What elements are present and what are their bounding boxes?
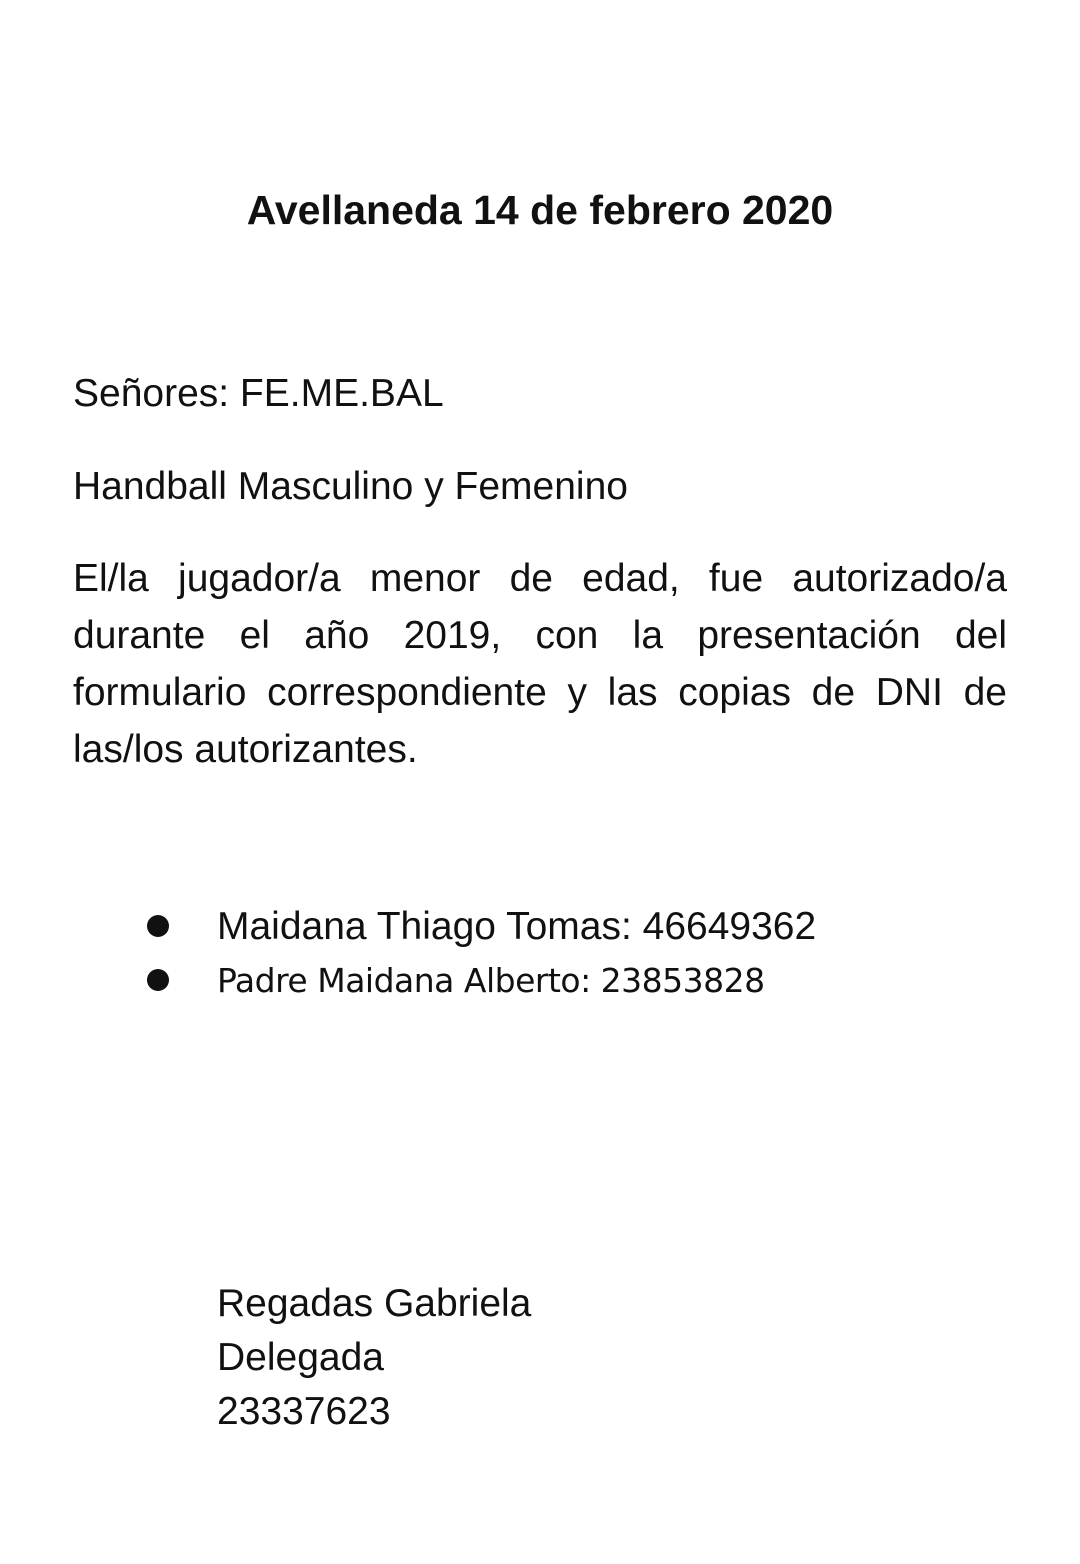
bullet-icon bbox=[147, 969, 169, 991]
parent-entry: Padre Maidana Alberto: 23853828 bbox=[217, 961, 765, 1000]
player-entry: Maidana Thiago Tomas: 46649362 bbox=[217, 905, 817, 948]
signer-role: Delegada bbox=[217, 1336, 384, 1379]
date-heading: Avellaneda 14 de febrero 2020 bbox=[246, 187, 834, 233]
signature-block bbox=[217, 1277, 531, 1439]
recipient-line: Señores: FE.ME.BAL bbox=[73, 372, 444, 415]
bullet-icon bbox=[147, 915, 169, 937]
body-paragraph: El/la jugador/a menor de edad, fue autorizado/a durante el año 2019, con la presentación del formulario correspondiente y las copias de DNI de las/los autorizantes. bbox=[73, 557, 1007, 771]
signer-name: Regadas Gabriela bbox=[217, 1282, 532, 1325]
division-line: Handball Masculino y Femenino bbox=[73, 465, 628, 508]
signer-id: 23337623 bbox=[217, 1390, 391, 1433]
